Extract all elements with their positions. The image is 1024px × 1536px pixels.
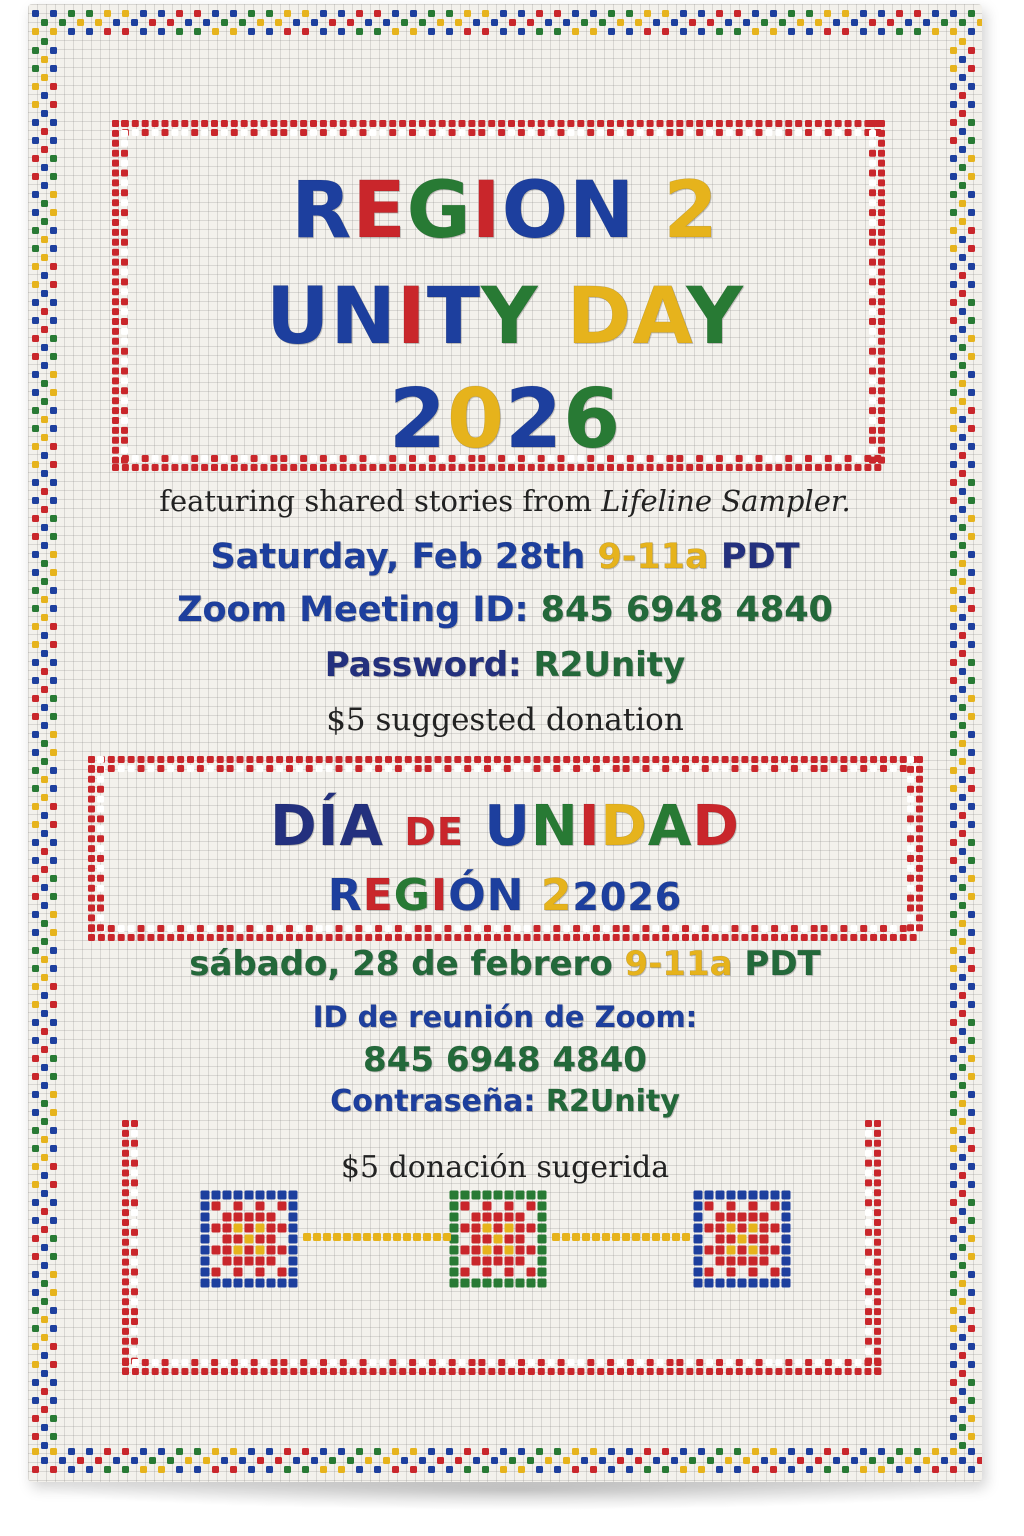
english-date-line	[28, 537, 982, 577]
spanish-title-year: 2026	[572, 875, 683, 919]
spanish-donation-text: $5 donación sugerida	[340, 1150, 670, 1185]
spanish-zoom-label: ID de reunión de Zoom:	[312, 1000, 698, 1034]
spanish-zoom-id: 845 6948 4840	[363, 1040, 647, 1080]
cross-stitch-canvas	[28, 4, 982, 1482]
english-donation	[28, 702, 982, 738]
spanish-title-line2	[28, 870, 982, 921]
spanish-title-region: REGIÓN	[327, 870, 525, 921]
spanish-date: sábado, 28 de febrero	[189, 944, 613, 984]
english-donation-text: $5 suggested donation	[326, 702, 684, 738]
spanish-title-de: DE	[404, 810, 464, 854]
title-unity-day	[28, 272, 982, 362]
title-year-word: 2026	[388, 372, 622, 467]
spanish-password-label: Contraseña:	[330, 1084, 536, 1119]
title-year	[28, 372, 982, 467]
english-date: Saturday, Feb 28th	[210, 537, 586, 577]
featuring-line	[28, 484, 982, 518]
spanish-date-line	[28, 944, 982, 984]
spanish-title-unidad: UNIDAD	[484, 794, 740, 859]
spanish-zoom-label-line	[28, 1000, 982, 1034]
spanish-title-dia: DÍA	[270, 794, 384, 859]
english-timezone: PDT	[720, 537, 800, 577]
spanish-password-line	[28, 1084, 982, 1119]
flower-motifs	[201, 1191, 791, 1288]
featuring-prefix: featuring shared stories from	[159, 484, 602, 518]
spanish-password: R2Unity	[545, 1084, 680, 1119]
spanish-title-2: 2	[540, 870, 573, 921]
spanish-donation	[28, 1150, 982, 1185]
english-zoom-id: 845 6948 4840	[540, 590, 833, 630]
english-password-label: Password:	[324, 645, 522, 685]
english-zoom-line	[28, 590, 982, 630]
title-region-word: REGION 2	[291, 166, 719, 256]
title-unity-day-word: UNITY DAY	[266, 272, 744, 362]
english-password: R2Unity	[533, 645, 686, 685]
title-region-2	[28, 166, 982, 256]
english-zoom-label: Zoom Meeting ID:	[177, 590, 529, 630]
spanish-time: 9-11a	[624, 944, 733, 984]
english-password-line	[28, 645, 982, 685]
spanish-timezone: PDT	[744, 944, 821, 984]
featuring-book-title: Lifeline Sampler.	[601, 484, 851, 518]
english-time: 9-11a	[597, 537, 709, 577]
spanish-zoom-id-line	[28, 1040, 982, 1080]
spanish-title-line1	[28, 794, 982, 859]
